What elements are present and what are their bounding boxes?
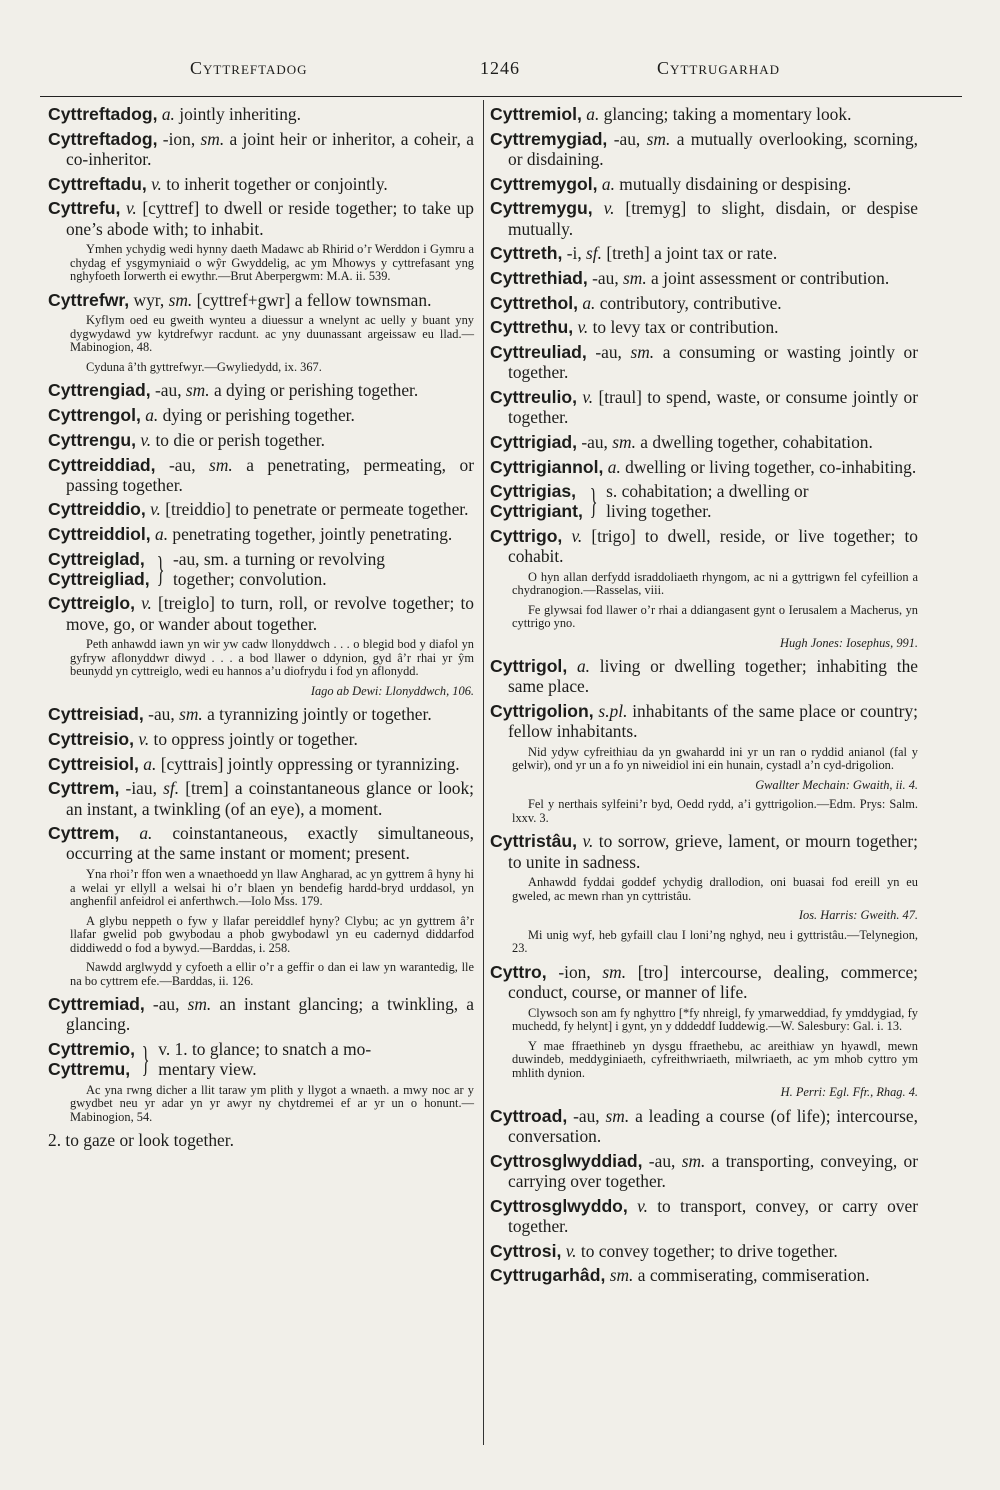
citation-source: Ios. Harris: Gweith. 47.	[798, 908, 918, 923]
paired-headwords	[48, 1039, 135, 1079]
dictionary-entry: Cyttreftadog, -ion, sm. a joint heir or inheritor, a coheir, a co-inheritor.	[48, 128, 474, 169]
dictionary-entry	[48, 754, 474, 774]
headword: Cyttrosglwyddo,	[490, 1195, 628, 1216]
definition: dwelling or living together, co-inhabiting.	[620, 456, 917, 477]
brace-mark: }	[589, 481, 598, 522]
dictionary-entry: Cyttreuliad, -au, sm. a consuming or wasting jointly or together.	[490, 342, 918, 383]
definition: [cyttref] to dwell or reside together; to take up one’s abode with; to inhabit.	[66, 198, 474, 239]
dictionary-entry	[48, 104, 474, 124]
dictionary-entry: Cyttremiad, -au, sm. an instant glancing; a twinkling, a glancing.	[48, 994, 474, 1035]
citation-source: H. Perri: Egl. Ffr., Rhag. 4.	[780, 1085, 918, 1100]
brace-mark: }	[141, 1039, 150, 1080]
dictionary-entry: Cyttroad, -au, sm. a leading a course (of life); intercourse, conversation.	[490, 1105, 918, 1146]
dictionary-entry	[490, 387, 918, 427]
part-of-speech: v.	[603, 198, 615, 219]
headword: Cyttrigol,	[490, 656, 568, 677]
headword: Cyttrigias,	[490, 481, 577, 502]
headword: Cyttremio,	[48, 1039, 136, 1060]
headword: Cyttrem,	[48, 823, 120, 844]
citation-quote: Mi unig wyf, heb gyfaill clau I loni’ng nghyd, neu i gyttristâu.—Telynegion, 23.	[512, 927, 918, 956]
definition: [tremyg] to slight, disdain, or despise mutually.	[508, 198, 918, 239]
headword: Cyttremygol,	[490, 173, 598, 194]
dictionary-entry: Cyttrigiad, -au, sm. a dwelling together, cohabitation.	[490, 431, 873, 452]
part-of-speech: a.	[607, 456, 621, 477]
part-of-speech: v.	[571, 525, 583, 546]
part-of-speech: v.	[141, 593, 152, 614]
paired-headwords	[48, 549, 150, 589]
headword: Cyttremu,	[48, 1059, 131, 1080]
part-of-speech: sm.	[209, 454, 233, 475]
citation-quote: Clywsoch son am fy nghyttro [*fy nhreigl, fy ymarweddiad, fy ymddygiad, fy muchedd, fy helynt] i gynt, yn y dddeddf Iuddewig.—W. Salesbury: Gal. i. 13.	[512, 1005, 918, 1034]
definition: a tyrannizing jointly or together.	[202, 704, 432, 725]
dictionary-entry	[490, 104, 918, 124]
definition: living or dwelling together; inhabiting the same place.	[508, 656, 918, 697]
dictionary-entry: Cyttreisiad, -au, sm. a tyrannizing jointly or together.	[48, 704, 432, 725]
part-of-speech: sm.	[681, 1150, 706, 1171]
headword: Cyttrem,	[48, 778, 120, 799]
brace-mark: }	[156, 548, 165, 589]
citation-quote: Peth anhawdd iawn yn wir yw cadw llonyddwch . . . o blegid bod y diafol yn gyfryw aflonyddwr diwyd . . . a bod llawer o ddynion, gyd â’r rhai yr ŷm beunydd yn cyttreiglo, wedi eu hannos a’u diofrydu i fod yn aflonydd.	[70, 637, 474, 679]
headword: Cyttreiddiol,	[48, 524, 151, 545]
definition: a joint heir or inheritor, a coheir, a co-inheritor.	[66, 128, 474, 169]
page-number: 1246	[480, 58, 520, 78]
part-of-speech: sm.	[646, 128, 671, 149]
citation-quote: Fel y nerthais sylfeini’r byd, Oedd rydd, a’i gyttrigolion.—Edm. Prys: Salm. lxxv. 3.	[512, 797, 918, 825]
definition: to levy tax or contribution.	[588, 317, 779, 338]
citation-quote: Yna rhoi’r ffon wen a wnaethoedd yn llaw Angharad, ac yn gyttrem â hyny hi a welai yr ellyll a welsai hi o’r blaen yn bendefig hardd-bryd urddasol, yn anghenfil anfeidrol ei anferthwch.—Iolo Mss. 179.	[70, 867, 474, 909]
dictionary-entry: Cyttreiddiad, -au, sm. a penetrating, permeating, or passing together.	[48, 454, 474, 495]
paired-definition	[173, 549, 474, 589]
definition-line: v. 1. to glance; to snatch a mo-	[158, 1039, 372, 1060]
column-divider	[483, 100, 484, 1445]
dictionary-entry	[48, 729, 474, 749]
citation-quote: Anhawdd fyddai goddef ychydig drallodion, oni buasai fod ereill yn eu gweled, ac mewn rhan yn cyttristâu.	[512, 875, 918, 903]
part-of-speech: sm.	[602, 961, 627, 982]
dictionary-entry	[48, 499, 474, 519]
part-of-speech: sf.	[163, 778, 180, 799]
dictionary-entry	[490, 1196, 918, 1236]
headword: Cyttremygiad,	[490, 128, 608, 149]
headword: Cyttreiddio,	[48, 499, 146, 520]
dictionary-entry: Cyttrosglwyddiad, -au, sm. a transporting, conveying, or carrying over together.	[490, 1150, 919, 1191]
dictionary-entry	[48, 524, 474, 544]
headword: Cyttrengu,	[48, 429, 136, 450]
part-of-speech: sm.	[185, 380, 210, 401]
part-of-speech: v.	[582, 386, 594, 407]
headword: Cyttreigliad,	[48, 568, 150, 589]
definition-line: mentary view.	[158, 1059, 257, 1080]
paired-entry	[48, 549, 474, 589]
part-of-speech: sf.	[586, 243, 602, 264]
headword: Cyttrethol,	[490, 292, 578, 313]
headword: Cyttrosi,	[490, 1240, 562, 1261]
definition: mutually disdaining or despising.	[614, 173, 852, 194]
part-of-speech: v.	[138, 728, 150, 749]
definition: [tro] intercourse, dealing, commerce; conduct, course, or manner of life.	[508, 961, 918, 1003]
citation-quote: Nawdd arglwydd y cyfoeth a ellir o’r a geffir o dan ei law yn warantedig, lle na bo cyttrem efe.—Barddas, ii. 126.	[70, 960, 474, 988]
dictionary-entry: Cyttrefwr, wyr, sm. [cyttref+gwr] a fellow townsman.	[48, 289, 432, 310]
headword: Cyttrigiant,	[490, 501, 583, 522]
headword: Cyttreulio,	[490, 386, 577, 407]
header-rule	[40, 96, 962, 97]
part-of-speech: a.	[161, 104, 175, 124]
page-header	[40, 58, 960, 88]
definition: dying or perishing together.	[158, 405, 355, 426]
citation-quote: O hyn allan derfydd israddoliaeth rhyngom, ac ni a gyttrigwn fel cyfeillion a chydranogion.—Rasselas, viii.	[512, 569, 918, 598]
definition: to sorrow, grieve, lament, or mourn together; to unite in sadness.	[508, 831, 918, 872]
definition: a leading a course (of life); intercourse, conversation.	[508, 1105, 918, 1146]
headword: Cyttrefwr,	[48, 289, 130, 310]
sense-line: 2. to gaze or look together.	[48, 1130, 234, 1151]
citation-source: Iago ab Dewi: Llonyddwch, 106.	[310, 683, 474, 698]
definition: to inherit together or conjointly.	[161, 173, 388, 194]
headword: Cyttreisiol,	[48, 753, 139, 774]
dictionary-entry: Cyttro, -ion, sm. [tro] intercourse, dealing, commerce; conduct, course, or manner of life.	[490, 961, 918, 1003]
part-of-speech: v.	[577, 317, 589, 338]
headword: Cyttremiol,	[490, 104, 582, 124]
part-of-speech: v.	[151, 173, 162, 194]
definition: contributory, contributive.	[595, 292, 782, 313]
part-of-speech: a.	[582, 292, 596, 313]
headword: Cyttristâu,	[490, 831, 578, 852]
dictionary-entry	[490, 526, 918, 566]
part-of-speech: v.	[582, 831, 594, 852]
definition: [cyttref+gwr] a fellow townsman.	[192, 289, 432, 310]
dictionary-entry	[48, 823, 474, 863]
citation-quote: Cyduna â’th gyttrefwyr.—Gwyliedydd, ix. 367.	[86, 359, 322, 374]
part-of-speech: a.	[145, 405, 159, 426]
definition: a dying or perishing together.	[209, 380, 419, 401]
part-of-speech: sm.	[168, 289, 193, 310]
headword: Cyttrosglwyddiad,	[490, 1150, 643, 1171]
citation-quote: Y mae ffraethineb yn dysgu ffraethebu, ac areithiaw yn hyawdl, mewn duwindeb, meddyginiaeth, cyfreithwriaeth, milwriaeth, ac ym mhob cyttro ym mhlith dynion.	[512, 1038, 918, 1080]
definition-line: together; convolution.	[172, 568, 327, 589]
headword: Cyttrethiad,	[490, 267, 588, 288]
headword: Cyttreiglo,	[48, 593, 135, 614]
dictionary-entry	[48, 174, 474, 194]
definition-line: s. cohabitation; a dwelling or	[606, 481, 809, 502]
citation-quote: Kyflym oed eu gweith wynteu a diuessur a wnelynt ac uelly y buant yny dygwydawd yw kytdrefwyr racdunt. ac yny duunassant argeissaw eu llad.—Mabinogion, 48.	[70, 313, 474, 355]
part-of-speech: sm.	[609, 1265, 634, 1286]
dictionary-entry	[490, 317, 918, 337]
definition: to die or perish together.	[151, 429, 325, 450]
headword: Cyttreuliad,	[490, 342, 587, 363]
part-of-speech: sm.	[612, 431, 636, 452]
definition: [cyttrais] jointly oppressing or tyrannizing.	[156, 753, 460, 774]
definition: [trigo] to dwell, reside, or live together; to cohabit.	[508, 525, 918, 566]
definition-line: -au, sm. a turning or revolving	[172, 548, 385, 569]
citation-quote: Nid ydyw cyfreithiau da yn gwahardd ini yr un ran o ryddid anianol (fal y gelwir), ond yr un a fo yn niweidiol ini ein hunain, cystadl a’n cyd-drigolion.	[512, 744, 918, 773]
dictionary-entry: Cyttrem, -iau, sf. [trem] a coinstantaneous glance or look; an instant, a twinkling (of an eye), a moment.	[48, 778, 474, 819]
dictionary-entry	[490, 1265, 918, 1285]
headword: Cyttrigiannol,	[490, 456, 604, 477]
headword: Cyttrethu,	[490, 317, 574, 338]
definition: inhabitants of the same place or country; fellow inhabitants.	[508, 701, 918, 742]
dictionary-entry	[490, 831, 918, 871]
headword: Cyttreftadog,	[48, 104, 158, 124]
definition: [trem] a coinstantaneous glance or look; an instant, a twinkling (of an eye), a moment.	[66, 778, 474, 819]
citation-quote: Ymhen ychydig wedi hynny daeth Madawc ab Rhirid o’r Werddon i Gymru a chydag ef ysgymyniaid o wŷr Gwyddelig, ac ym Mhowys y cyttrefasant yng nghyfoeth Iorwerth ei ewythr.—Brut Aberpergwm: M.A. ii. 539.	[70, 242, 474, 284]
part-of-speech: v.	[565, 1240, 577, 1261]
header-left-guideword: Cyttreftadog	[190, 58, 308, 78]
definition: a joint assessment or contribution.	[646, 267, 890, 288]
part-of-speech: sm.	[605, 1105, 630, 1126]
paired-definition	[158, 1039, 474, 1079]
dictionary-entry: Cyttrengiad, -au, sm. a dying or perishing together.	[48, 380, 419, 401]
part-of-speech: v.	[637, 1195, 648, 1216]
headword: Cyttrigo,	[490, 525, 563, 546]
dictionary-entry	[48, 198, 474, 238]
header-right-guideword: Cyttrugarhad	[657, 58, 780, 78]
dictionary-entry: Cyttreth, -i, sf. [treth] a joint tax or rate.	[490, 243, 778, 264]
definition: [traul] to spend, waste, or consume jointly or together.	[508, 386, 918, 428]
citation-quote: A glybu neppeth o fyw y llafar pereiddlef hyny? Clybu; ac yn gyttrem â’r llafar gwelid pob gwybodau a phob gwybodawl yn eu cadernyd diddarfod diddiwedd o fod a bywyd.—Barddas, i. 258.	[70, 913, 474, 955]
headword: Cyttreiddiad,	[48, 454, 156, 475]
part-of-speech: a.	[155, 524, 169, 545]
headword: Cyttrugarhâd,	[490, 1265, 606, 1286]
definition: [treiddio] to penetrate or permeate together.	[160, 499, 469, 520]
definition: glancing; taking a momentary look.	[599, 104, 852, 124]
headword: Cyttrigiad,	[490, 431, 577, 452]
headword: Cyttreftadu,	[48, 173, 147, 194]
headword: Cyttremiad,	[48, 994, 145, 1015]
headword: Cyttrengiad,	[48, 380, 151, 401]
dictionary-entry	[490, 701, 918, 741]
dictionary-entry	[490, 174, 918, 194]
definition: coinstantaneous, exactly simultaneous, occurring at the same instant or moment; present.	[66, 823, 474, 864]
definition: a transporting, conveying, or carrying over together.	[508, 1150, 919, 1191]
part-of-speech: sm.	[200, 128, 225, 149]
definition: penetrating together, jointly penetrating.	[168, 524, 453, 545]
dictionary-entry	[490, 198, 918, 238]
paired-definition	[606, 481, 918, 521]
definition-line: living together.	[606, 501, 712, 522]
citation-quote: Ac yna rwng dicher a llit taraw ym plith y llygot a wnaeth. a mwy noc ar y gwydbet neu yr adar yn yr awyr ny chytdremei ef ar yr un o honunt.—Mabinogion, 54.	[70, 1082, 474, 1124]
paired-headwords	[490, 481, 583, 521]
part-of-speech: sm.	[187, 994, 212, 1015]
right-column	[490, 104, 918, 1290]
dictionary-entry	[490, 457, 918, 477]
headword: Cyttremygu,	[490, 198, 593, 219]
citation-quote: Fe glywsai fod llawer o’r rhai a ddiangasent gynt o Ierusalem a Macherus, yn cyttrigo yno.	[512, 602, 918, 631]
part-of-speech: a.	[139, 823, 153, 844]
headword: Cyttreth,	[490, 243, 563, 264]
dictionary-entry	[490, 656, 918, 696]
dictionary-entry	[48, 593, 474, 633]
dictionary-entry	[48, 405, 474, 425]
part-of-speech: v.	[150, 499, 161, 520]
definition: a dwelling together, cohabitation.	[635, 431, 873, 452]
headword: Cyttreisio,	[48, 728, 135, 749]
headword: Cyttro,	[490, 961, 547, 982]
definition: [treiglo] to turn, roll, or revolve together; to move, go, or wander about together.	[66, 593, 474, 634]
part-of-speech: a.	[576, 656, 591, 677]
dictionary-entry	[490, 1241, 918, 1261]
definition: a penetrating, permeating, or passing together.	[66, 454, 474, 495]
part-of-speech: a.	[143, 753, 157, 774]
left-column	[48, 104, 474, 1150]
headword: Cyttrigolion,	[490, 701, 594, 722]
part-of-speech: v.	[140, 429, 152, 450]
definition: to convey together; to drive together.	[576, 1240, 838, 1261]
definition: to oppress jointly or together.	[149, 728, 358, 749]
headword: Cyttrefu,	[48, 198, 121, 219]
definition: to transport, convey, or carry over together.	[508, 1195, 918, 1236]
paired-entry	[490, 481, 918, 521]
headword: Cyttreiglad,	[48, 548, 145, 569]
headword: Cyttreftadog,	[48, 128, 158, 149]
definition: jointly inheriting.	[174, 104, 301, 124]
part-of-speech: v.	[125, 198, 137, 219]
part-of-speech: a.	[601, 173, 615, 194]
definition: a consuming or wasting jointly or together.	[508, 342, 918, 383]
dictionary-entry	[48, 430, 474, 450]
citation-source: Hugh Jones: Iosephus, 991.	[780, 635, 918, 650]
headword: Cyttroad,	[490, 1105, 568, 1126]
part-of-speech: sm.	[630, 342, 655, 363]
dictionary-entry	[490, 293, 918, 313]
part-of-speech: sm.	[179, 704, 203, 725]
definition: an instant glancing; a twinkling, a glancing.	[66, 994, 474, 1035]
headword: Cyttreisiad,	[48, 704, 144, 725]
definition: a mutually overlooking, scorning, or disdaining.	[508, 128, 918, 169]
dictionary-entry: Cyttremygiad, -au, sm. a mutually overlooking, scorning, or disdaining.	[490, 128, 918, 169]
definition: a commiserating, commiseration.	[633, 1265, 870, 1286]
citation-source: Gwallter Mechain: Gwaith, ii. 4.	[755, 777, 918, 792]
headword: Cyttrengol,	[48, 405, 141, 426]
part-of-speech: a.	[586, 104, 600, 124]
definition: [treth] a joint tax or rate.	[601, 243, 778, 264]
dictionary-entry: Cyttrethiad, -au, sm. a joint assessment or contribution.	[490, 267, 890, 288]
part-of-speech: sm.	[623, 267, 647, 288]
part-of-speech: s.pl.	[598, 701, 628, 722]
paired-entry	[48, 1039, 474, 1079]
